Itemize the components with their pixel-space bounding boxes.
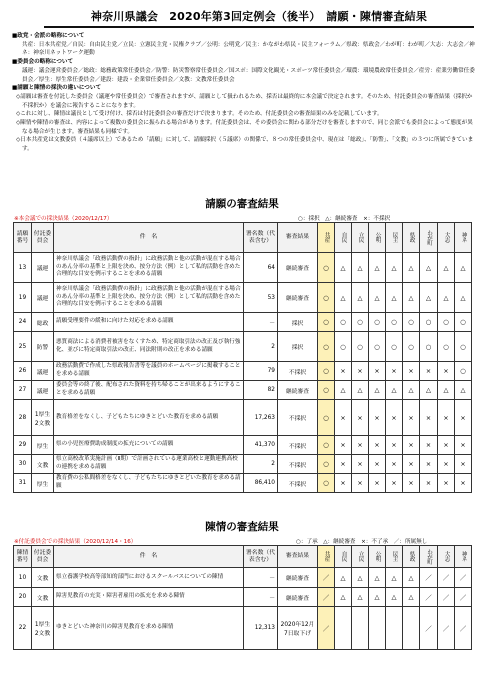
cell-vote: △ [369, 283, 386, 313]
cell-subject: 政務活動費で作成した県政報告書等を議員のホームページに掲載することを求める請願 [54, 362, 244, 381]
cell-committee: 文教 [32, 455, 54, 474]
cell-signatures: 2 [244, 455, 278, 474]
cell-subject: 請願受理要件の緩和に向けた対応を求める請願 [54, 313, 244, 332]
cell-vote [403, 607, 420, 650]
header-party: 公明 [369, 546, 386, 568]
cell-vote: ○ [369, 332, 386, 362]
cell-subject: 委員会等の終了後、配布された資料を持ち帰ることが出来るようにすることを求める請願 [54, 381, 244, 400]
cell-committee: 議運 [32, 381, 54, 400]
cell-vote: △ [352, 568, 369, 588]
cell-signatures: － [244, 568, 278, 588]
cell-committee: 議運 [32, 283, 54, 313]
cell-no: 28 [14, 400, 32, 436]
cell-vote [335, 607, 352, 650]
table-row [14, 332, 472, 362]
table-row [14, 568, 472, 588]
header-committee: 付託委員会 [32, 223, 54, 253]
cell-result: 2020年12月7日取下げ [278, 607, 318, 650]
cell-no: 19 [14, 283, 32, 313]
cell-vote: ○ [318, 400, 335, 436]
cell-vote: △ [369, 588, 386, 607]
committee-primary: 1厚生 [34, 411, 51, 418]
cell-vote: △ [420, 381, 438, 400]
cell-subject: 悪質商法による消費者被害をなくすため、特定商取引法の改正及び執行強化、並びに特定商取引法の改正、同法附則の改正を求める請願 [54, 332, 244, 362]
cell-vote: ○ [352, 332, 369, 362]
cell-subject: 障害児教育の充実・障害者雇用の拡充を求める陳情 [54, 588, 244, 607]
committee-secondary: 2文教 [34, 631, 51, 637]
header-party: わが町 [420, 546, 438, 568]
cell-vote: ／ [420, 568, 438, 588]
cell-vote: △ [335, 253, 352, 283]
appeals-section-title: 陳情の審査結果 [205, 521, 279, 533]
cell-no: 22 [14, 607, 32, 650]
table-row [14, 588, 472, 607]
cell-signatures: 79 [244, 362, 278, 381]
cell-committee: 議運 [32, 253, 54, 283]
cell-vote: ○ [403, 313, 420, 332]
cell-committee: 文教 [32, 568, 54, 588]
cell-vote: △ [335, 588, 352, 607]
cell-result: 不採択 [278, 455, 318, 474]
appeals-table [13, 545, 472, 650]
cell-vote: × [403, 436, 420, 455]
cell-signatures: 2 [244, 332, 278, 362]
process-item: ◇日本共産党は文教委員（４議席以上）であるため「請願」に対して、請願採択（５議席）の関係で、８つの常任委員会中、現在は「総政」、「防警」、「文教」の３つに所属できています。 [16, 137, 474, 153]
cell-vote: × [420, 455, 438, 474]
cell-vote: ／ [455, 568, 472, 588]
cell-vote: △ [352, 381, 369, 400]
cell-vote: △ [369, 253, 386, 283]
cell-vote: △ [438, 381, 455, 400]
cell-vote: × [403, 474, 420, 493]
cell-vote: △ [369, 381, 386, 400]
cell-vote: × [403, 362, 420, 381]
header-party: 大志 [438, 223, 455, 253]
cell-vote: ／ [438, 568, 455, 588]
header-result: 審査結果 [278, 223, 318, 253]
cell-vote: ○ [335, 332, 352, 362]
cell-vote: △ [352, 253, 369, 283]
cell-vote: △ [455, 381, 472, 400]
cell-vote: ○ [386, 313, 403, 332]
table-row [14, 283, 472, 313]
cell-committee: 厚生 [32, 436, 54, 455]
process-item: ◇これに対し、陳情は議長として受け付け、採否は付託委員会の審査だけで決まります。そのため、付託委員会の審査結果のみを記載しています。 [16, 111, 383, 118]
table-row [14, 362, 472, 381]
cell-vote: △ [335, 283, 352, 313]
cell-subject: 県立高校改革実施計画（Ⅱ期）で計画されている運業高校と運動連携高校の連携を求める請願 [54, 455, 244, 474]
header-party: 共産 [318, 223, 335, 253]
cell-vote [352, 607, 369, 650]
cell-vote: × [455, 455, 472, 474]
cell-vote: ○ [420, 332, 438, 362]
process-item: ◇請願は審査を付託した委員会（議運や常任委員会）で審査されますが、請願として扱われるため、採否は最終的に本会議で決定されます。そのため、付託委員会の審査結果（採択か不採択か）を議会に報告することになります。 [16, 93, 473, 109]
cell-vote [386, 607, 403, 650]
header-subject: 件 名 [54, 546, 244, 568]
cell-vote: × [420, 436, 438, 455]
cell-vote: △ [420, 253, 438, 283]
table-row [14, 474, 472, 493]
cell-vote: ○ [438, 313, 455, 332]
cell-vote: △ [352, 283, 369, 313]
cell-vote: × [335, 455, 352, 474]
cell-vote: × [386, 455, 403, 474]
cell-no: 25 [14, 332, 32, 362]
header-party: 県政 [403, 546, 420, 568]
header-party: 大志 [438, 546, 455, 568]
header-party: 立民 [352, 546, 369, 568]
cell-vote: △ [455, 253, 472, 283]
committee-secondary: 2文教 [34, 420, 51, 427]
cell-signatures: 86,410 [244, 474, 278, 493]
cell-vote: △ [403, 381, 420, 400]
cell-vote: × [335, 400, 352, 436]
cell-vote: △ [386, 588, 403, 607]
cell-result: 不採択 [278, 400, 318, 436]
cell-vote: × [420, 362, 438, 381]
cell-result: 継続審査 [278, 588, 318, 607]
cell-vote: △ [369, 568, 386, 588]
cell-vote: △ [386, 283, 403, 313]
groups-heading: ■政党・会派の略称について [12, 33, 85, 39]
cell-result: 継続審査 [278, 253, 318, 283]
cell-vote: × [386, 400, 403, 436]
cell-vote: × [403, 400, 420, 436]
petitions-section-title: 請願の審査結果 [205, 198, 279, 210]
table-row [14, 381, 472, 400]
header-no: 陳情番号 [14, 546, 32, 568]
process-heading: ■請願と陳情の採決の違いについて [12, 85, 102, 92]
cell-vote: ○ [455, 362, 472, 381]
cell-vote: ○ [318, 332, 335, 362]
committee-body: 議運：議会運営委員会／総政：総務政策常任委員会／防警：防災警察常任委員会／国スポ：国際文化観光・スポーツ常任委員会／環農：環境農政常任委員会／産労：産業労働常任委員会／厚生：厚生常任委員会／建設：建設・企業常任委員会／文教：文教常任委員会 [22, 67, 475, 83]
cell-vote: △ [386, 568, 403, 588]
cell-signatures: － [244, 588, 278, 607]
cell-no: 24 [14, 313, 32, 332]
header-committee: 付託委員会 [32, 546, 54, 568]
cell-result: 不採択 [278, 474, 318, 493]
page-title: 神奈川県議会 2020年第3回定例会（後半） 請願・陳情審査結果 [44, 10, 474, 28]
cell-vote: △ [455, 283, 472, 313]
cell-committee: 文教 [32, 588, 54, 607]
cell-subject: ゆきとどいた神奈川の障害児教育を求める陳情 [54, 607, 244, 650]
cell-vote: × [403, 455, 420, 474]
petitions-table [13, 222, 472, 493]
cell-vote: ／ [420, 588, 438, 607]
cell-vote: ○ [335, 313, 352, 332]
cell-vote: × [438, 455, 455, 474]
header-party: 民主 [386, 223, 403, 253]
cell-vote: × [386, 362, 403, 381]
cell-committee [32, 400, 54, 436]
cell-no: 27 [14, 381, 32, 400]
table-row [14, 253, 472, 283]
cell-result: 不採択 [278, 436, 318, 455]
cell-vote: △ [403, 568, 420, 588]
cell-vote: × [369, 436, 386, 455]
cell-vote: × [438, 436, 455, 455]
table-row [14, 400, 472, 436]
cell-vote: × [455, 474, 472, 493]
cell-vote: △ [438, 283, 455, 313]
petitions-section-label: ※本会議での採決結果（2020/12/17） [14, 216, 113, 222]
cell-vote: △ [438, 253, 455, 283]
cell-no: 26 [14, 362, 32, 381]
cell-vote: ○ [403, 332, 420, 362]
header-party: 神ネ [455, 546, 472, 568]
cell-vote: ／ [420, 607, 438, 650]
header-party: わが町 [420, 223, 438, 253]
cell-subject: 神奈川県議会「政務活動費の指針」に政務活動と他の活動が混在する場合のあん分率の基準と上限を決め、按分方法（例）として私的活動を含めた合理的な目安を例示することを求める請願 [54, 283, 244, 313]
cell-vote: △ [420, 283, 438, 313]
header-signatures: 署名数（代表含む） [244, 223, 278, 253]
cell-result: 継続審査 [278, 283, 318, 313]
cell-vote: ○ [438, 332, 455, 362]
cell-vote: ○ [420, 313, 438, 332]
cell-vote: ○ [318, 283, 335, 313]
cell-committee: 厚生 [32, 474, 54, 493]
header-no: 請願番号 [14, 223, 32, 253]
cell-signatures: 64 [244, 253, 278, 283]
cell-vote: ○ [318, 474, 335, 493]
table-row [14, 436, 472, 455]
cell-vote: × [386, 474, 403, 493]
header-party: 自民 [335, 546, 352, 568]
table-row [14, 455, 472, 474]
committee-primary: 1厚生 [34, 622, 51, 628]
cell-no: 13 [14, 253, 32, 283]
cell-vote: ／ [318, 607, 335, 650]
cell-result: 継続審査 [278, 568, 318, 588]
cell-vote: ○ [318, 381, 335, 400]
cell-signatures: － [244, 313, 278, 332]
cell-vote: ○ [455, 313, 472, 332]
cell-vote: ／ [455, 588, 472, 607]
cell-vote [369, 607, 386, 650]
petitions-legend: ○：採択 △：継続審査 ×：不採択 [298, 216, 391, 222]
cell-vote: ○ [318, 313, 335, 332]
cell-committee: 防警 [32, 332, 54, 362]
cell-vote: △ [335, 568, 352, 588]
cell-result: 不採択 [278, 362, 318, 381]
cell-subject: 教育費の公私間格差をなくし、子どもたちにゆきとどいた教育を求める請願 [54, 474, 244, 493]
cell-vote: × [335, 474, 352, 493]
cell-vote: △ [403, 283, 420, 313]
cell-vote: × [386, 436, 403, 455]
header-party: 自民 [335, 223, 352, 253]
cell-signatures: 12,313 [244, 607, 278, 650]
groups-body: 共産：日本共産党／自民：自由民主党／立民：立憲民主党・民権クラブ／公明：公明党／民主：かながわ県民・民主フォーラム／県政：県政会／わが町：わが町／大志：大志会／神ネ：神奈川ネットワーク運動 [22, 41, 475, 57]
cell-vote: ○ [318, 455, 335, 474]
cell-subject: 県の小児医療費助成制度の拡充についての請願 [54, 436, 244, 455]
cell-vote: ○ [352, 313, 369, 332]
cell-committee: 総政 [32, 313, 54, 332]
cell-vote: × [369, 474, 386, 493]
header-result: 審査結果 [278, 546, 318, 568]
cell-vote: × [420, 400, 438, 436]
cell-vote: × [352, 455, 369, 474]
cell-subject: 県立養護学校高等部知的部門におけるスクールバスについての陳情 [54, 568, 244, 588]
cell-result: 継続審査 [278, 381, 318, 400]
cell-vote: △ [352, 588, 369, 607]
cell-vote: ○ [318, 253, 335, 283]
header-party: 県政 [403, 223, 420, 253]
cell-signatures: 17,263 [244, 400, 278, 436]
cell-result: 採択 [278, 313, 318, 332]
header-party: 公明 [369, 223, 386, 253]
header-party: 立民 [352, 223, 369, 253]
cell-signatures: 82 [244, 381, 278, 400]
header-party: 共産 [318, 546, 335, 568]
cell-vote: × [369, 362, 386, 381]
cell-signatures: 41,370 [244, 436, 278, 455]
header-party: 神ネ [455, 223, 472, 253]
cell-vote: × [438, 362, 455, 381]
process-item: ◇陳情や陳情の審査は、内容によって複数の委員会に振られる場合があります。付託委員会は、その委員会に関わる部分だけを審査しますので、同じ会派でも委員会によって態度が異なる場合が生じます。審査結果も同様です。 [16, 120, 473, 135]
notes-section [12, 32, 478, 154]
cell-vote: × [335, 436, 352, 455]
cell-vote: △ [403, 588, 420, 607]
committee-heading: ■委員会の略称について [12, 59, 74, 66]
cell-vote: × [455, 436, 472, 455]
cell-no: 30 [14, 455, 32, 474]
cell-vote: ○ [318, 362, 335, 381]
cell-result: 採択 [278, 332, 318, 362]
cell-vote: ／ [318, 568, 335, 588]
header-party: 民主 [386, 546, 403, 568]
cell-vote: △ [386, 253, 403, 283]
cell-vote: × [335, 362, 352, 381]
cell-vote: × [352, 362, 369, 381]
cell-subject: 神奈川県議会「政務活動費の指針」に政務活動と他の活動が混在する場合のあん分率の基準と上限を決め、按分方法（例）として私的活動を含めた合理的な目安を例示することを求める請願 [54, 253, 244, 283]
cell-no: 20 [14, 588, 32, 607]
cell-vote: ○ [455, 332, 472, 362]
cell-vote: × [352, 474, 369, 493]
cell-vote: × [369, 455, 386, 474]
cell-vote: × [438, 474, 455, 493]
cell-subject: 教育格差をなくし、子どもたちにゆきとどいた教育を求める請願 [54, 400, 244, 436]
table-row [14, 313, 472, 332]
cell-vote: × [420, 474, 438, 493]
cell-committee: 議運 [32, 362, 54, 381]
cell-vote: ／ [438, 607, 455, 650]
cell-vote: ／ [318, 588, 335, 607]
header-subject: 件 名 [54, 223, 244, 253]
appeals-section-label: ※付託委員会での採決結果（2020/12/14・16） [14, 539, 137, 545]
cell-vote: ／ [455, 607, 472, 650]
cell-vote: × [455, 400, 472, 436]
cell-vote: ／ [438, 588, 455, 607]
cell-vote: ○ [386, 332, 403, 362]
table-row [14, 607, 472, 650]
cell-vote: △ [335, 381, 352, 400]
cell-no: 31 [14, 474, 32, 493]
cell-vote: × [438, 400, 455, 436]
cell-vote: △ [386, 381, 403, 400]
cell-no: 10 [14, 568, 32, 588]
appeals-legend: ○：了承 △：継続審査 ×：不了承 ／：所属無し [296, 539, 428, 545]
cell-vote: △ [403, 253, 420, 283]
cell-vote: ○ [318, 436, 335, 455]
cell-vote: × [369, 400, 386, 436]
cell-signatures: 53 [244, 283, 278, 313]
cell-vote: × [352, 436, 369, 455]
cell-no: 29 [14, 436, 32, 455]
cell-vote: ○ [369, 313, 386, 332]
cell-vote: × [352, 400, 369, 436]
cell-committee [32, 607, 54, 650]
header-signatures: 署名数（代表含む） [244, 546, 278, 568]
